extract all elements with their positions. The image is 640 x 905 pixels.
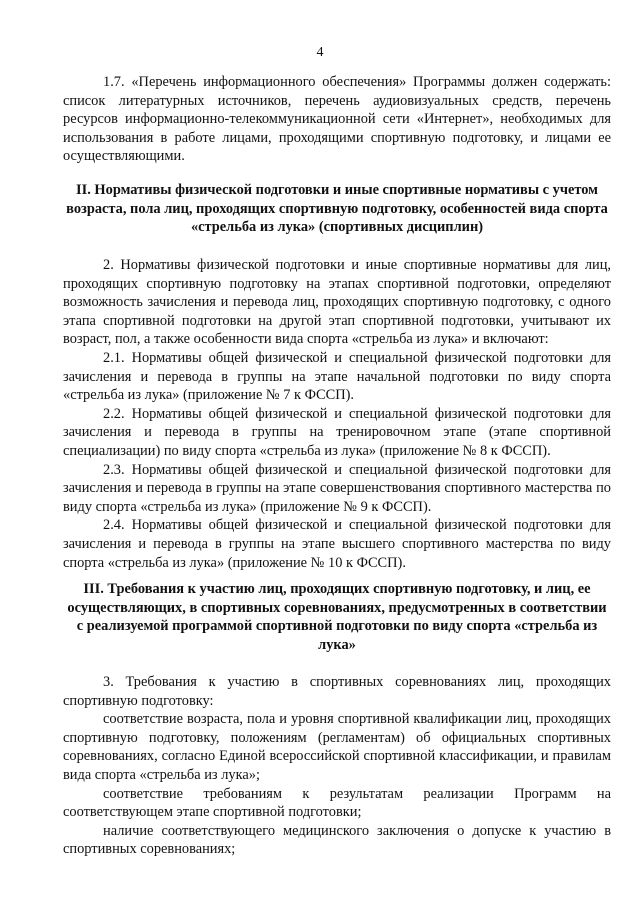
paragraph-3-item-2: соответствие требованиям к результатам реализации Программ на соответствующем этапе спортивной подготовки; [63, 785, 611, 821]
paragraph-1-7: 1.7. «Перечень информационного обеспечения» Программы должен содержать: список литературных источников, перечень аудиовизуальных средств, перечень ресурсов информационно-телекоммуникационной сети «Интернет», необходимых для использования в работе лицами, проходящими спортивную подготовку, и лицами ее осуществляющими. [63, 74, 611, 165]
paragraph-2: 2. Нормативы физической подготовки и иные спортивные нормативы для лиц, проходящих спортивную подготовку на этапах спортивной подготовки, определяют возможность зачисления и перевода лиц, проходящих спортивную подготовку, с одного этапа спортивной подготовки на другой этап спортивной подготовки, учитывают их возраст, пол, а также особенности вида спорта «стрельба из лука» и включают: [63, 257, 611, 348]
paragraph-2-2: 2.2. Нормативы общей физической и специальной физической подготовки для зачисления и перевода в группы на тренировочном этапе (этапе спортивной специализации) по виду спорта «стрельба из лука» (приложение № 8 к ФССП). [63, 405, 611, 459]
section-2-body [63, 256, 611, 572]
section-3-body [63, 673, 611, 859]
paragraph-2-1: 2.1. Нормативы общей физической и специальной физической подготовки для зачисления и перевода в группы на этапе начальной подготовки по виду спорта «стрельба из лука» (приложение № 7 к ФССП). [63, 349, 611, 404]
paragraph-3-item-1: соответствие возраста, пола и уровня спортивной квалификации лиц, проходящих спортивную подготовку, положениям (регламентам) об официальных спортивных соревнованиях, согласно Единой всероссийской спортивной классификации, и правилам вида спорта «стрельба из лука»; [63, 711, 611, 783]
paragraph-3: 3. Требования к участию в спортивных соревнованиях лиц, проходящих спортивную подготовку: [63, 674, 611, 709]
paragraph-2-4: 2.4. Нормативы общей физической и специальной физической подготовки для зачисления и перевода в группы на этапе высшего спортивного мастерства по виду спорта «стрельба из лука» (приложение № 10 к ФССП). [63, 517, 611, 571]
section-2-heading: II. Нормативы физической подготовки и иные спортивные нормативы с учетом возраста, пола лиц, проходящих спортивную подготовку, особенностей вида спорта «стрельба из лука» (спортивных дисциплин) [66, 182, 608, 236]
page-number: 4 [316, 45, 324, 60]
paragraph-3-item-3: наличие соответствующего медицинского заключения о допуске к участию в спортивных соревнованиях; [63, 822, 611, 858]
paragraph-1-7-block [63, 73, 611, 166]
section-3-heading: III. Требования к участию лиц, проходящих спортивную подготовку, и лиц, ее осуществляющих, в спортивных соревнованиях, предусмотренных в соответствии с реализуемой программой спортивной подготовки по виду спорта «стрельба из лука» [67, 581, 607, 653]
paragraph-2-3: 2.3. Нормативы общей физической и специальной физической подготовки для зачисления и перевода в группы на этапе совершенствования спортивного мастерства по виду спорта «стрельба из лука» (приложение № 9 к ФССП). [63, 461, 611, 515]
